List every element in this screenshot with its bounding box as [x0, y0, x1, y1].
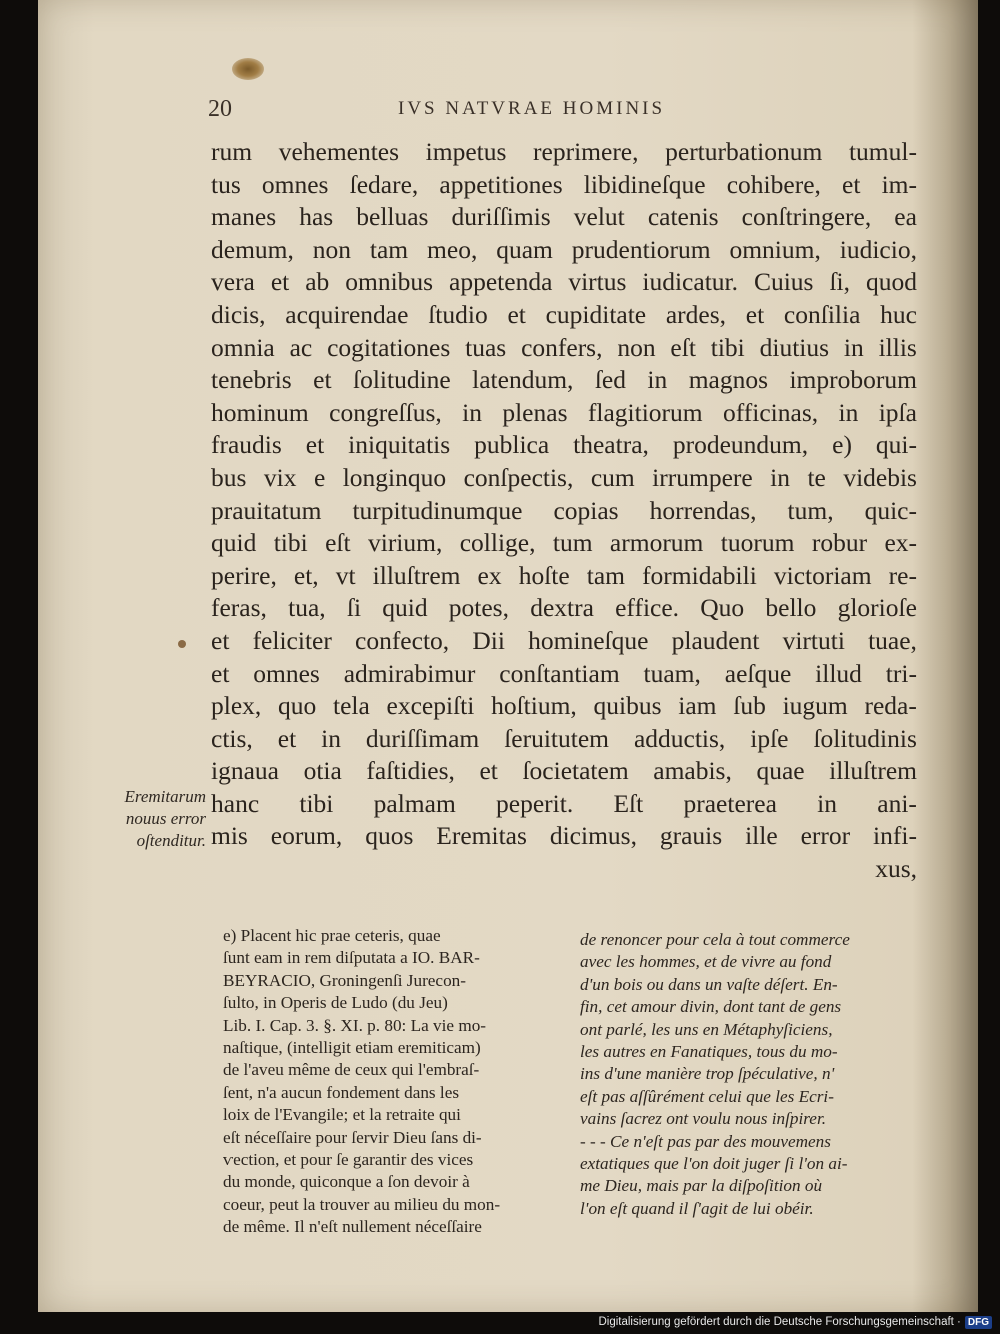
- text-line: omnia ac cogitationes tuas confers, non eſt tibi diutius in illis: [211, 332, 917, 362]
- ink-stain: [232, 58, 264, 80]
- text-line: et feliciter confecto, Dii homineſque plaudent virtuti tuae,: [211, 625, 917, 655]
- footnote-line: ſunt eam in rem diſputata a IO. BAR-: [223, 948, 480, 968]
- footnote-line: ſulto, in Operis de Ludo (du Jeu): [223, 993, 448, 1013]
- footnote-line: me Dieu, mais par la diſpoſition où: [580, 1176, 823, 1196]
- footnote-line: Lib. I. Cap. 3. §. XI. p. 80: La vie mo-: [223, 1015, 487, 1035]
- text-line: plex, quo tela excepiſti hoſtium, quibus iam ſub iugum reda-: [211, 691, 917, 721]
- footnote-line: avec les hommes, et de vivre au fond: [580, 952, 832, 972]
- footnote-line: extatiques que l'on doit juger ſi l'on ai-: [580, 1153, 848, 1173]
- footnote-line: de renoncer pour cela à tout commerce: [580, 930, 850, 949]
- credit-text: Digitalisierung gefördert durch die Deutsche Forschungsgemeinschaft ·: [598, 1316, 961, 1328]
- text-line: hanc tibi palmam peperit. Eſt praeterea in ani-: [211, 788, 917, 818]
- text-line: tus omnes ſedare, appetitiones libidineſque cohibere, et im-: [211, 169, 917, 199]
- text-line: ignaua otia faſtidies, et ſocietatem amabis, quae illuſtrem: [211, 756, 917, 786]
- footnote-line: ѵеction, et pour ſe garantir des vices: [223, 1149, 474, 1169]
- text-line: hominum congreſſus, in plenas flagitiorum officinas, in ipſa: [211, 397, 917, 427]
- ink-spot: [178, 640, 186, 648]
- footnote-line: - - - Ce n'eſt pas par des mouvemens: [580, 1131, 831, 1151]
- footnote-line: eſt pas aſſûrément celui que les Ecri-: [580, 1086, 834, 1106]
- marginal-note-line: nouus error: [125, 809, 206, 828]
- footnote-right-column: [580, 929, 920, 1220]
- text-line: fraudis et iniquitatis publica theatra, prodeundum, e) qui-: [211, 430, 917, 460]
- footnote-line: de même. Il n'eſt nullement néceſſaire: [223, 1217, 482, 1237]
- dfg-logo: DFG: [965, 1316, 992, 1329]
- page-number: 20: [208, 96, 232, 122]
- text-line: rum vehementes impetus reprimere, perturbationum tumul-: [211, 137, 917, 166]
- text-line: xus,: [875, 854, 917, 884]
- text-line: et omnes admirabimur conſtantiam tuam, aeſque illud tri-: [211, 658, 917, 688]
- footnote-line: e) Placent hic prae ceteris, quae: [223, 926, 441, 945]
- text-line: prauitatum turpitudinumque copias horrendas, tum, quic-: [211, 495, 917, 525]
- main-text: [211, 136, 917, 886]
- text-line: bus vix e longinquo conſpectis, cum irrumpere in te videbis: [211, 462, 917, 492]
- footnote-line: de l'aveu même de ceux qui l'embraſ-: [223, 1060, 480, 1080]
- text-line: vera et ab omnibus appetenda virtus iudicatur. Cuius ſi, quod: [211, 267, 917, 297]
- footnote-line: BEYRACIO, Groningenſi Jurecon-: [223, 970, 466, 990]
- footnote-line: loix de l'Evangile; et la retraite qui: [223, 1105, 461, 1125]
- running-head: [208, 96, 718, 124]
- footnote-line: ont parlé, les uns en Métaphyſiciens,: [580, 1019, 833, 1039]
- footnote-line: ſent, n'a aucun fondement dans les: [223, 1082, 460, 1102]
- text-line: quid tibi eſt virium, collige, tum armorum tuorum robur ex-: [211, 528, 917, 558]
- footnote-line: coeur, peut la trouver au milieu du mon-: [223, 1194, 501, 1214]
- marginal-note-line: Eremitarum: [124, 787, 206, 806]
- footnote-line: eſt néceſſaire pour ſervir Dieu ſans di-: [223, 1127, 482, 1147]
- text-line: mis eorum, quos Eremitas dicimus, grauis ille error infi-: [211, 821, 917, 851]
- text-line: perire, et, vt illuſtrem ex hoſte tam formidabili victoriam re-: [211, 560, 917, 590]
- running-title: IVS NATVRAE HOMINIS: [398, 98, 666, 119]
- text-line: ctis, et in duriſſimam ſeruitutem adductis, ipſe ſolitudinis: [211, 723, 917, 753]
- footnote-line: les autres en Fanatiques, tous du mo-: [580, 1041, 838, 1061]
- text-line: dicis, acquirendae ſtudio et cupiditate ardes, et conſilia huc: [211, 299, 917, 329]
- text-line: manes has belluas duriſſimis velut catenis conſtringere, ea: [211, 202, 917, 232]
- footnote-line: du monde, quiconque a ſon devoir à: [223, 1172, 470, 1192]
- footnote-line: ins d'une manière trop ſpéculative, n': [580, 1064, 835, 1084]
- marginal-note-line: oſtenditur.: [136, 831, 206, 850]
- marginal-note: [82, 786, 206, 852]
- text-line: demum, non tam meo, quam prudentiorum omnium, iudicio,: [211, 234, 917, 264]
- footnote-left-column: [223, 925, 556, 1238]
- footnote-line: naſtique, (intelligit etiam eremiticam): [223, 1037, 481, 1057]
- footnote-line: vains ſacrez ont voulu nous inſpirer.: [580, 1109, 827, 1129]
- footnote-line: d'un bois ou dans un vaſte déſert. En-: [580, 974, 838, 994]
- text-line: feras, tua, ſi quid potes, dextra effice. Quo bello glorioſe: [211, 593, 917, 623]
- footnote-line: l'on eſt quand il ſ'agit de lui obéir.: [580, 1198, 814, 1218]
- digitization-credit: [598, 1314, 992, 1330]
- footnote-line: fin, cet amour divin, dont tant de gens: [580, 997, 842, 1017]
- text-line: tenebris et ſolitudine latendum, ſed in magnos improborum: [211, 365, 917, 395]
